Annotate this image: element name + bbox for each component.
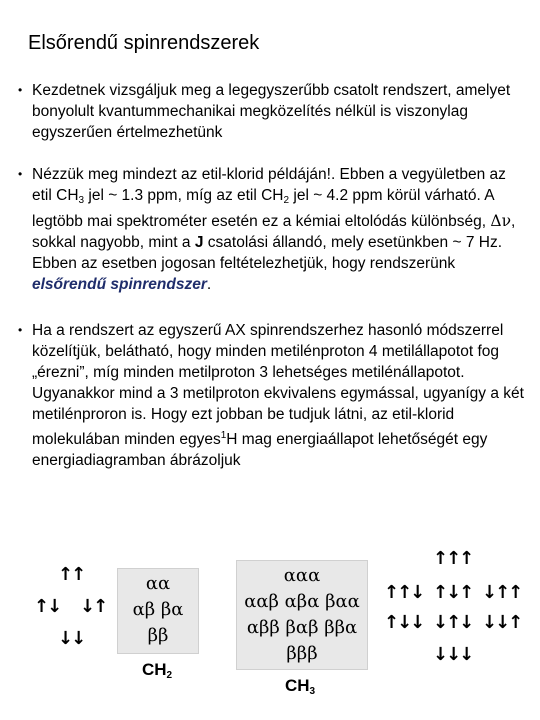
ch3-row-3: αββ βαβ ββα — [246, 617, 358, 638]
ch3-row-2: ααβ αβα βαα — [244, 591, 360, 612]
ch2-row-2: αβ βα — [132, 599, 184, 620]
ch3-state-up-up-down: ↑↑↓ — [384, 582, 424, 603]
bullet-ax-approach-text: Ha a rendszert az egyszerű AX spinrendszerhez hasonló módszerrel közelítjük, belátható, hogy minden metilénproton 4 metilállapotot fog „érezni”, míg minden metilproton 3 lehetséges metilénállapotot. Ugyanakkor mind a 3 metilproton ekvivalens egymással, ugyanígy a két metilénproron is. Hogy ezt jobban be tudjuk látni, az etil-klorid molekulában minden egyes$^1$H mag energiaállapot lehetőségét egy energiadiagramban ábrázoljuk — [32, 322, 524, 469]
first-order-spin-system-emphasis: elsőrendű spinrendszer — [32, 276, 207, 293]
ch3-row-4: βββ — [286, 643, 318, 664]
bullet-intro-text: Kezdetnek vizsgáljuk meg a legegyszerűbb csatolt rendszert, amelyet bonyolult kvantummechanikai megközelítés nélkül is viszonylag egyszerűen értelmezhetünk — [32, 82, 511, 141]
ch2-state-up-up: ↑↑ — [58, 564, 85, 585]
bullet-intro — [18, 80, 528, 143]
bullet-ethyl-chloride — [18, 164, 528, 295]
delta-nu-symbol: Δν — [490, 212, 511, 230]
bullet-dot: • — [18, 323, 23, 337]
ch2-row-3: ββ — [147, 625, 169, 646]
ch3-state-down-up-up: ↓↑↑ — [482, 582, 522, 603]
ch3-state-down-down-down: ↓↓↓ — [433, 644, 473, 665]
ch3-state-up-down-down: ↑↓↓ — [384, 612, 424, 633]
bullet-dot: • — [18, 83, 23, 97]
ch3-state-down-up-down: ↓↑↓ — [433, 612, 473, 633]
ch3-state-down-down-up: ↓↓↑ — [482, 612, 522, 633]
ch2-spin-states-box — [117, 568, 199, 654]
ch3-row-1: ααα — [283, 565, 321, 586]
page-title: Elsőrendű spinrendszerek — [28, 32, 260, 54]
ch2-state-down-down: ↓↓ — [58, 628, 85, 649]
ch3-label: $CH_3$ — [284, 676, 316, 697]
ch3-state-up-up-up: ↑↑↑ — [433, 548, 473, 569]
ch2-row-1: αα — [145, 573, 171, 594]
coupling-constant-symbol: J — [194, 234, 204, 251]
bullet-ax-approach — [18, 320, 528, 471]
ch3-state-up-down-up: ↑↓↑ — [433, 582, 473, 603]
ch2-state-up-down: ↑↓ — [34, 596, 61, 617]
bullet-ethyl-chloride-text: Nézzük meg mindezt az etil-klorid példáján!. Ebben a vegyületben az etil $CH_3$ jel ~ 1.3 ppm, míg az etil $CH_2$ jel ~ 4.2 ppm körül várható. A legtöbb mai spektrométer esetén ez a kémiai eltolódás különbség, Δν, sokkal nagyobb, mint a J csatolási állandó, mely esetünkben ~ 7 Hz. Ebben az esetben jogosan feltételezhetjük, hogy rendszerünk elsőrendű spinrendszer. — [32, 166, 516, 293]
bullet-dot: • — [18, 167, 23, 181]
ch2-state-down-up: ↓↑ — [80, 596, 107, 617]
ch2-label: $CH_2$ — [141, 660, 173, 681]
ch3-spin-states-box — [236, 560, 368, 670]
